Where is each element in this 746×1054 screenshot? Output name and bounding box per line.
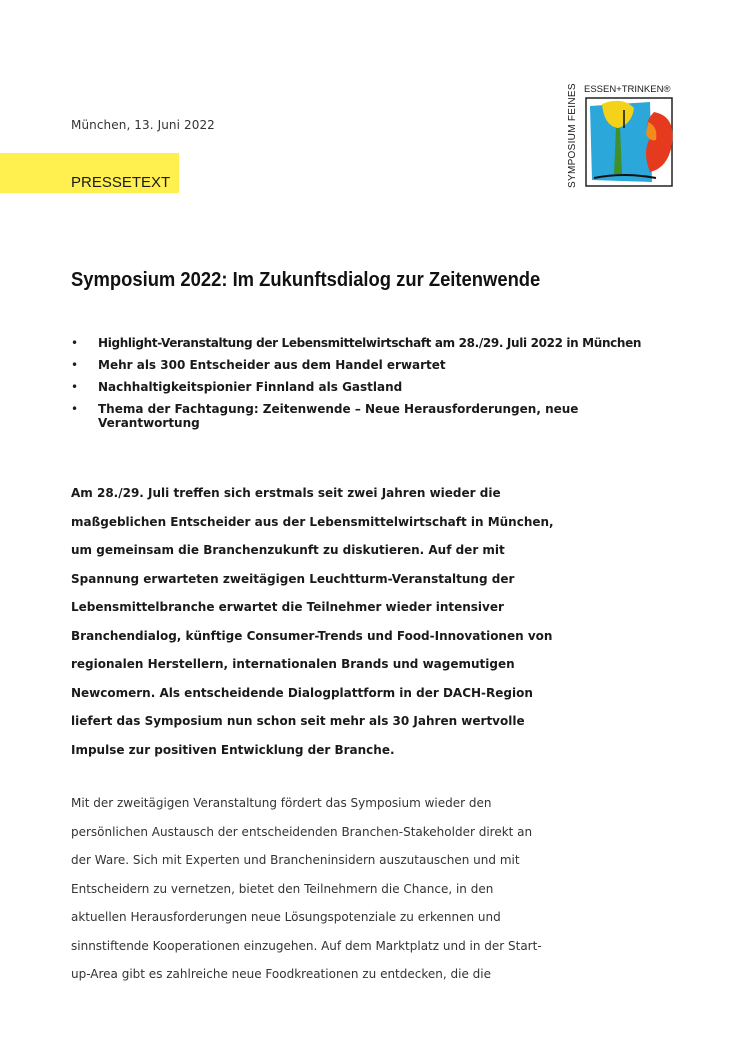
document-label: PRESSETEXT [71,174,171,191]
text-line: Newcomern. Als entscheidende Dialogplattform in der DACH-Region [71,685,533,700]
text-line: up-Area gibt es zahlreiche neue Foodkreationen zu entdecken, die die [71,967,491,981]
text-line: der Ware. Sich mit Experten und Brancheninsidern auszutauschen und mit [71,853,520,867]
text-line: regionalen Herstellern, internationalen Brands und wagemutigen [71,657,515,671]
highlights-list [71,336,671,438]
text-line: sinnstiftende Kooperationen einzugehen. Auf dem Marktplatz und in der Start- [71,938,542,953]
text-line: Lebensmittelbranche erwartet die Teilnehmer wieder intensiver [71,600,504,614]
page-title: Symposium 2022: Im Zukunftsdialog zur Zeitenwende [71,269,541,291]
text-line: aktuellen Herausforderungen neue Lösungspotenziale zu erkennen und [71,910,501,924]
symposium-logo [564,82,684,192]
logo-vertical-text: SYMPOSIUM FEINES [567,83,578,188]
text-line: Mit der zweitägigen Veranstaltung fördert das Symposium wieder den [71,796,492,810]
dateline: München, 13. Juni 2022 [71,118,215,132]
text-line: Spannung erwarteten zweitägigen Leuchtturm-Veranstaltung der [71,571,515,586]
text-line: Am 28./29. Juli treffen sich erstmals seit zwei Jahren wieder die [71,486,501,500]
body-paragraph [71,789,591,989]
text-line: persönlichen Austausch der entscheidenden Branchen-Stakeholder direkt an [71,824,533,839]
text-line: Entscheidern zu vernetzen, bietet den Teilnehmern die Chance, in den [71,881,494,896]
text-line: Impulse zur positiven Entwicklung der Branche. [71,742,395,757]
text-line: Branchendialog, künftige Consumer-Trends und Food-Innovationen von [71,628,553,643]
list-item: • Mehr als 300 Entscheider aus dem Handel erwartet [71,358,671,372]
text-line: maßgeblichen Entscheider aus der Lebensmittelwirtschaft in München, [71,514,554,529]
text-line: liefert das Symposium nun schon seit mehr als 30 Jahren wertvolle [71,714,525,728]
logo-red-shape [646,112,673,172]
list-item: • Nachhaltigkeitspionier Finnland als Gastland [71,380,671,394]
lead-paragraph [71,479,591,764]
list-item: • Highlight-Veranstaltung der Lebensmittelwirtschaft am 28./29. Juli 2022 in München [71,336,671,350]
list-item: • Thema der Fachtagung: Zeitenwende – Neue Herausforderungen, neue Verantwortung [71,402,671,430]
text-line: um gemeinsam die Branchenzukunft zu diskutieren. Auf der mit [71,543,505,557]
logo-top-text: ESSEN+TRINKEN® [584,84,671,95]
